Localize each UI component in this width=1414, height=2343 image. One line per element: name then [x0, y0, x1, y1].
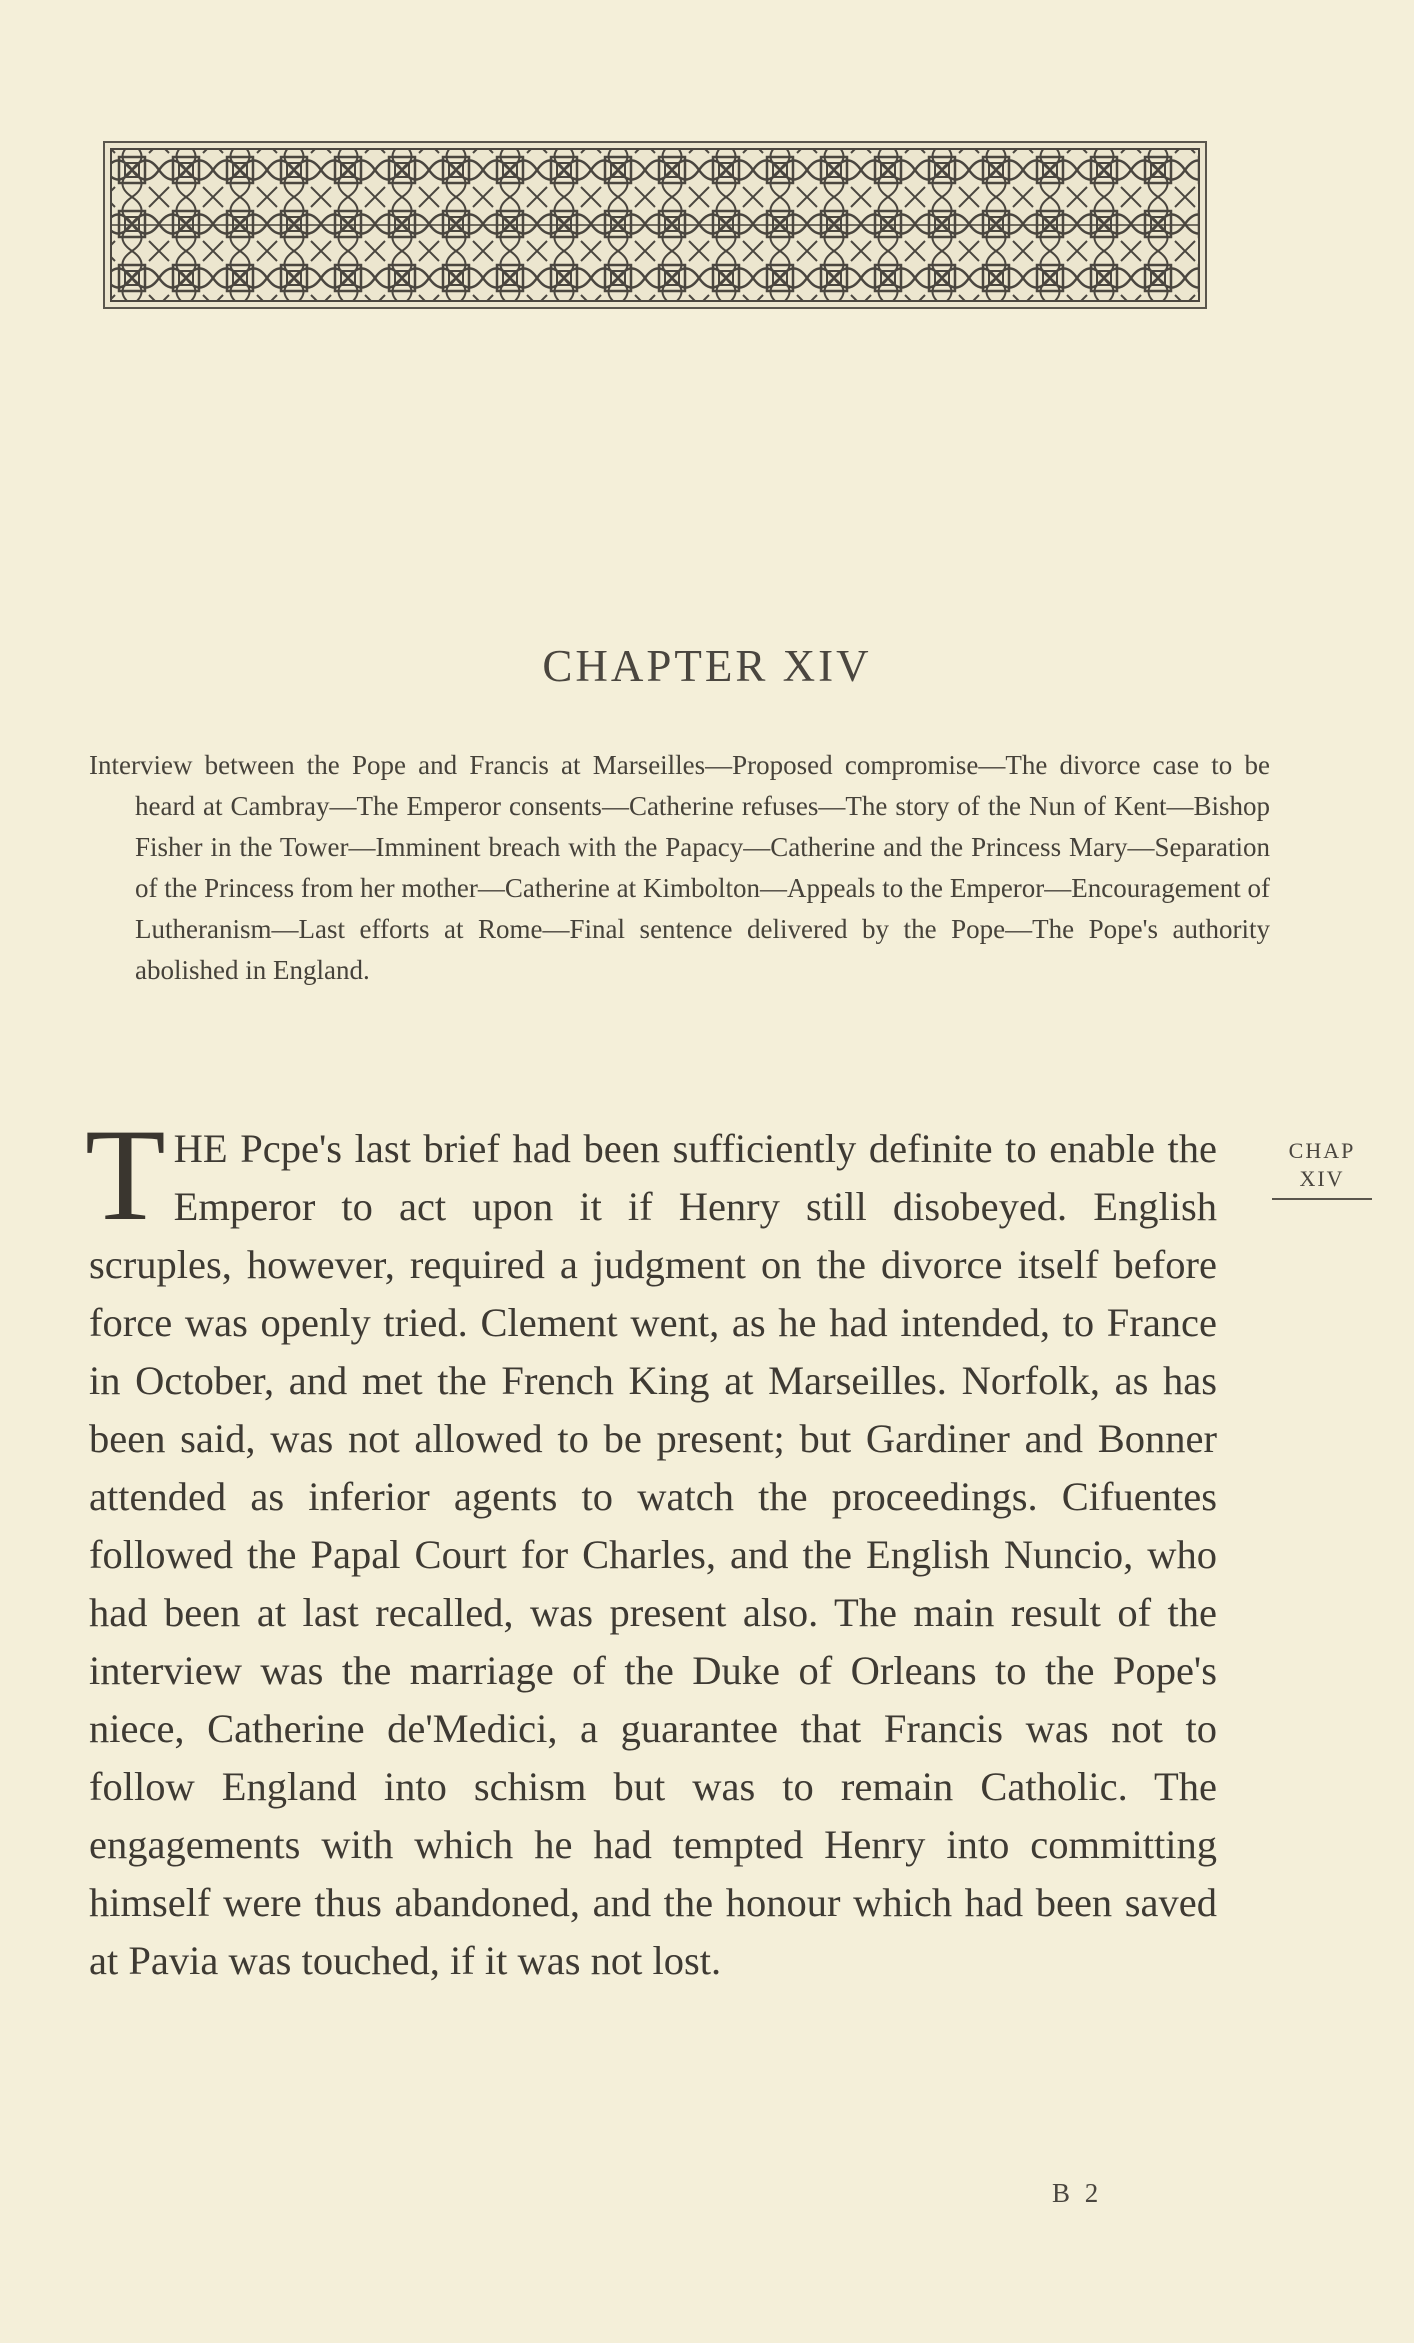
header-ornament — [103, 141, 1207, 309]
drop-cap: T — [85, 1101, 166, 1248]
margin-note-number: XIV — [1272, 1166, 1372, 1200]
signature-mark: B 2 — [1052, 2178, 1103, 2208]
margin-chapter-note — [1272, 1138, 1372, 1200]
body-paragraph — [85, 1101, 1217, 1990]
body-text: HE Pcpe's last brief had been sufficiently definite to enable the Emperor to act upon it if Henry still disobeyed. English scruples, however, required a judgment on the divorce itself before force was openly tried. Clement went, as he had intended, to France in October, and met the French King at Marseilles. Norfolk, as has been said, was not allowed to be present; but Gardiner and Bonner attended as inferior agents to watch the proceedings. Cifuentes followed the Papal Court for Charles, and the English Nuncio, who had been at last recalled, was present also. The main result of the interview was the marriage of the Duke of Orleans to the Pope's niece, Catherine de'Medici, a guarantee that Francis was not to follow England into schism but was to remain Catholic. The engagements with which he had tempted Henry into committing himself were thus abandoned, and the honour which had been saved at Pavia was touched, if it was not lost. — [89, 1126, 1217, 1983]
chapter-title: CHAPTER XIV — [542, 641, 872, 691]
margin-note-chap: CHAP — [1288, 1138, 1356, 1163]
chapter-summary: Interview between the Pope and Francis at Marseilles—Proposed compromise—The divorce case to be heard at Cambray—The Emperor consents—Catherine refuses—The story of the Nun of Kent—Bishop Fisher in the Tower—Imminent breach with the Papacy—Catherine and the Princess Mary—Separation of the Princess from her mother—Catherine at Kimbolton—Appeals to the Emperor—Encouragement of Lutheranism—Last efforts at Rome—Final sentence delivered by the Pope—The Pope's authority abolished in England. — [89, 750, 1270, 985]
ornament-pattern-icon — [105, 143, 1205, 307]
